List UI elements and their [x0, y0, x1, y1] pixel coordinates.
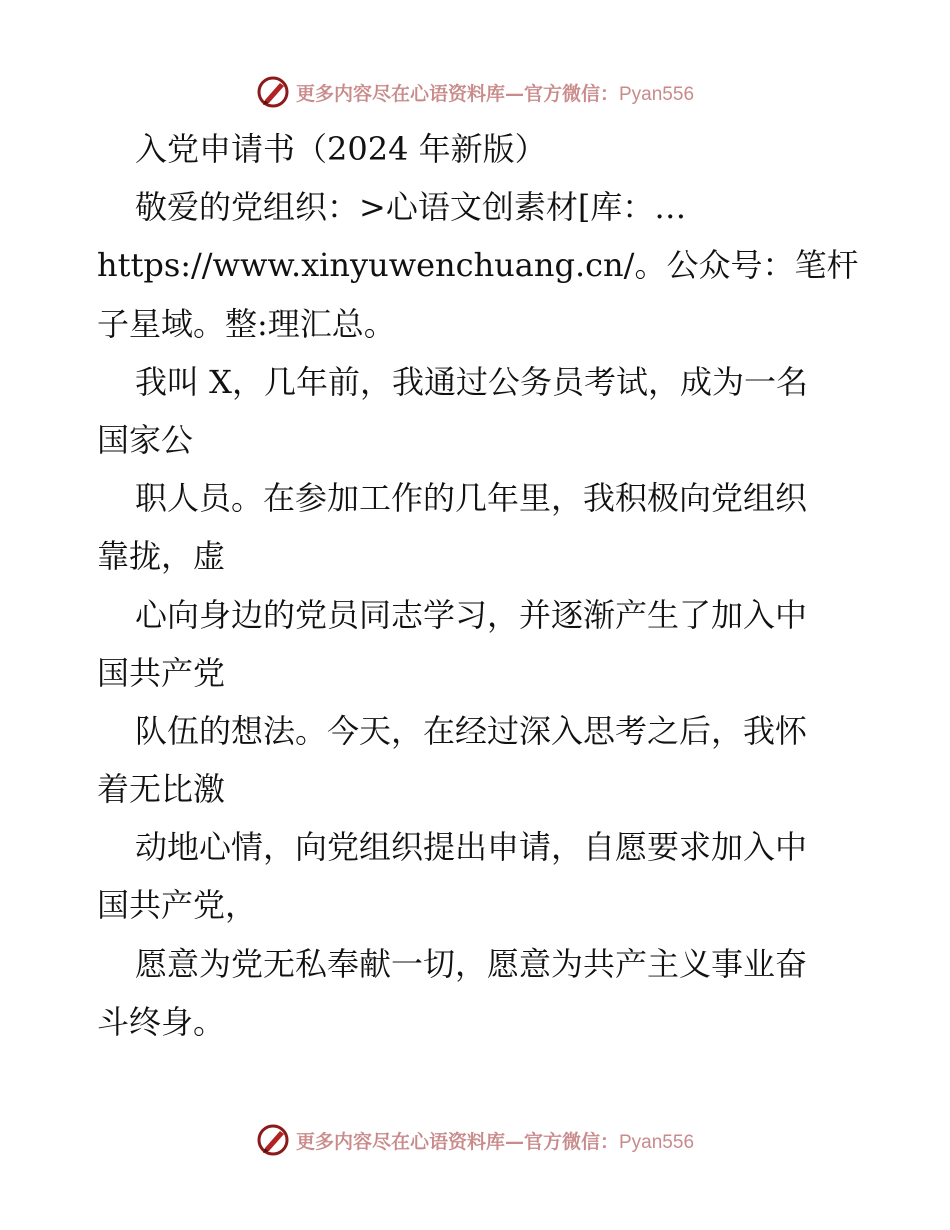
watermark-text: 更多内容尽在心语资料库—官方微信：Pyan556: [295, 82, 695, 105]
paragraph-line: 愿意为党无私奉献一切，愿意为共产主义事业奋: [135, 944, 808, 983]
document-title: 入党申请书（2024 年新版）: [135, 130, 547, 168]
watermark-handle: Pyan556: [619, 1131, 695, 1153]
watermark-text: 更多内容尽在心语资料库—官方微信：Pyan556: [295, 1130, 695, 1153]
paragraph-line: 职人员。在参加工作的几年里，我积极向党组织: [135, 479, 808, 518]
header-watermark: [0, 72, 950, 112]
paragraph-line: 队伍的想法。今天，在经过深入思考之后，我怀: [135, 711, 808, 750]
paragraph-line: 靠拢，虚: [97, 537, 226, 576]
watermark-handle: Pyan556: [619, 83, 695, 105]
paragraph-line: 心向身边的党员同志学习，并逐渐产生了加入中: [135, 595, 808, 634]
document-body: [97, 120, 857, 1051]
paragraph-line: 国家公: [97, 420, 194, 459]
footer-watermark: [0, 1120, 950, 1160]
paragraph-line: 我叫 X，几年前，我通过公务员考试，成为一名: [135, 362, 808, 401]
pen-logo-icon: [256, 1122, 292, 1158]
paragraph-line: 斗终身。: [97, 1002, 226, 1041]
paragraph-line: 着无比激: [97, 770, 226, 809]
paragraph-line: 国共产党: [97, 653, 226, 692]
paragraph-line: 子星域。整:理汇总。: [97, 304, 396, 343]
paragraph-line: 国共产党，: [97, 886, 258, 925]
salutation-line: 敬爱的党组织：>心语文创素材[库：…: [135, 188, 687, 227]
pen-logo-icon: [256, 74, 292, 110]
paragraph-line: 动地心情，向党组织提出申请，自愿要求加入中: [135, 828, 808, 867]
paragraph-line: https://www.xinyuwenchuang.cn/。公众号：笔杆: [97, 246, 859, 285]
